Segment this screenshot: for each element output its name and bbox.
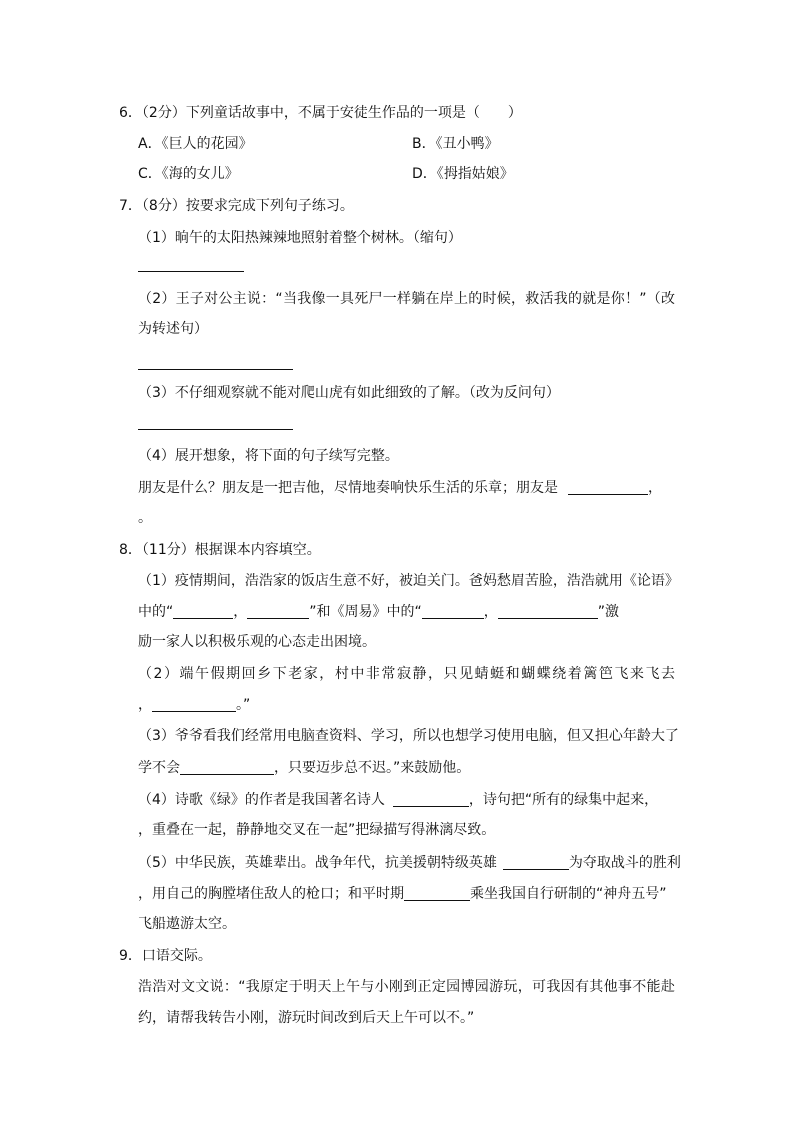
q8-p1-blank-2[interactable] <box>247 604 309 619</box>
q8-p1-text-d: ， <box>483 604 498 620</box>
q8-part-1-line-2 <box>138 604 619 619</box>
q8-p1-blank-1[interactable] <box>173 604 233 619</box>
q7-sentence-2-line-1: （ 2 ） 王 子 对 公 主 说 ： “ 当 我 像 一 具 死 尸 一 样 躺 在 岸 上 的 时 候 ， 救 活 我 的 就 是 你 ！ ” （ 改 <box>138 291 675 307</box>
q8-p1-text-a: 中的“ <box>138 604 174 620</box>
q7-sentence-4: （4）展开想象，将下面的句子续写完整。 <box>138 448 399 464</box>
q6-stem: 6．（2分）下列童话故事中，不属于安徒生作品的一项是（ ） <box>119 105 522 121</box>
q8-p4-text-a: （4）诗歌《绿》的作者是我国著名诗人 <box>138 792 385 808</box>
q6-option-a: A．《巨人的花园》 <box>138 136 253 152</box>
q7-sentence-4-text <box>138 480 662 495</box>
q6-option-b: B．《丑小鸭》 <box>412 136 499 152</box>
q8-part-2-line-2 <box>138 697 250 712</box>
q8-part-4-line-1 <box>138 792 658 807</box>
q8-p5-blank-1[interactable] <box>503 855 569 870</box>
q8-part-1-line-1: （ 1 ） 疫 情 期 间 ， 浩 浩 家 的 饭 店 生 意 不 好 ， 被 迫 关 门 。 爸 妈 愁 眉 苦 脸 ， 浩 浩 就 用 《 论 语 》 <box>138 573 679 589</box>
q8-stem: 8．（11分）根据课本内容填空。 <box>119 542 321 558</box>
q8-p5-text-d: 乘坐我国自行研制的“神舟五号” <box>470 886 667 902</box>
q7-answer-line-3[interactable] <box>138 429 293 430</box>
q8-p1-blank-4[interactable] <box>498 604 598 619</box>
q8-p3-text-a: 学不会 <box>138 760 180 776</box>
q8-part-3-line-2 <box>138 760 470 775</box>
q8-p1-text-b: ， <box>233 604 248 620</box>
q9-line-1: 浩 浩 对 文 文 说 ： “ 我 原 定 于 明 天 上 午 与 小 刚 到 正 定 园 博 园 游 玩 ， 可 我 因 有 其 他 事 不 能 赴 <box>138 979 675 995</box>
q8-part-4-line-2: ，重叠在一起，静静地交叉在一起”把绿描写得淋漓尽致。 <box>138 822 496 838</box>
q7-sentence-1: （1）晌午的太阳热辣辣地照射着整个树林。（缩句） <box>138 230 462 246</box>
q8-part-5-line-3: 飞船遨游太空。 <box>138 916 236 932</box>
q8-p2-text-b: 。” <box>236 697 251 713</box>
q8-part-5-line-1 <box>138 855 681 870</box>
q8-p2-blank[interactable] <box>152 697 236 712</box>
q8-part-2-line-1: （ 2 ） 端 午 假 期 回 乡 下 老 家 ， 村 中 非 常 寂 静 ， 只 见 蜻 蜓 和 蝴 蝶 绕 着 篱 笆 飞 来 飞 去 <box>138 666 675 682</box>
q8-p4-blank[interactable] <box>393 792 469 807</box>
q7-sentence-4-end: 。 <box>138 510 152 526</box>
q8-part-3-line-1: （ 3 ） 爷 爷 看 我 们 经 常 用 电 脑 查 资 料 、 学 习 ， 所 以 也 想 学 习 使 用 电 脑 ， 但 又 担 心 年 龄 大 了 <box>138 728 679 744</box>
q8-p5-text-c: ，用自己的胸膛堵住敌人的枪口；和平时期 <box>138 886 404 902</box>
q7-s4-blank[interactable] <box>568 480 648 495</box>
q9-line-2: 约，请帮我转告小刚，游玩时间改到后天上午可以不。” <box>138 1010 475 1026</box>
q8-p5-text-a: （5）中华民族，英雄辈出。战争年代，抗美援朝特级英雄 <box>138 855 497 871</box>
q8-p3-text-b: ，只要迈步总不迟。”来鼓励他。 <box>274 760 471 776</box>
q7-answer-line-2[interactable] <box>138 369 293 370</box>
q8-p5-text-b: 为夺取战斗的胜利 <box>568 855 681 871</box>
q8-part-1-line-3: 励一家人以积极乐观的心态走出困境。 <box>138 634 376 650</box>
q9-stem: 9．口语交际。 <box>119 948 212 964</box>
q6-option-d: D．《拇指姑娘》 <box>412 166 514 182</box>
q7-s4-text-a: 朋友是什么？朋友是一把吉他，尽情地奏响快乐生活的乐章；朋友是 <box>138 480 558 496</box>
q7-stem: 7．（8分）按要求完成下列句子练习。 <box>119 198 354 214</box>
q7-answer-line-1[interactable] <box>138 271 244 272</box>
q8-p3-blank[interactable] <box>180 760 274 775</box>
q6-option-c: C．《海的女儿》 <box>138 166 239 182</box>
q8-p4-text-b: ，诗句把“所有的绿集中起来， <box>468 792 659 808</box>
q7-s4-text-b: ， <box>648 480 662 496</box>
q8-p1-text-e: ”激 <box>597 604 620 620</box>
q8-p5-blank-2[interactable] <box>404 886 470 901</box>
q8-p2-text-a: ， <box>138 697 152 713</box>
q8-p1-text-c: ”和《周易》中的“ <box>309 604 422 620</box>
q8-part-5-line-2 <box>138 886 667 901</box>
q7-sentence-3: （3）不仔细观察就不能对爬山虎有如此细致的了解。（改为反问句） <box>138 385 560 401</box>
q8-p1-blank-3[interactable] <box>422 604 484 619</box>
q7-sentence-2-line-2: 为转述句） <box>138 321 208 337</box>
